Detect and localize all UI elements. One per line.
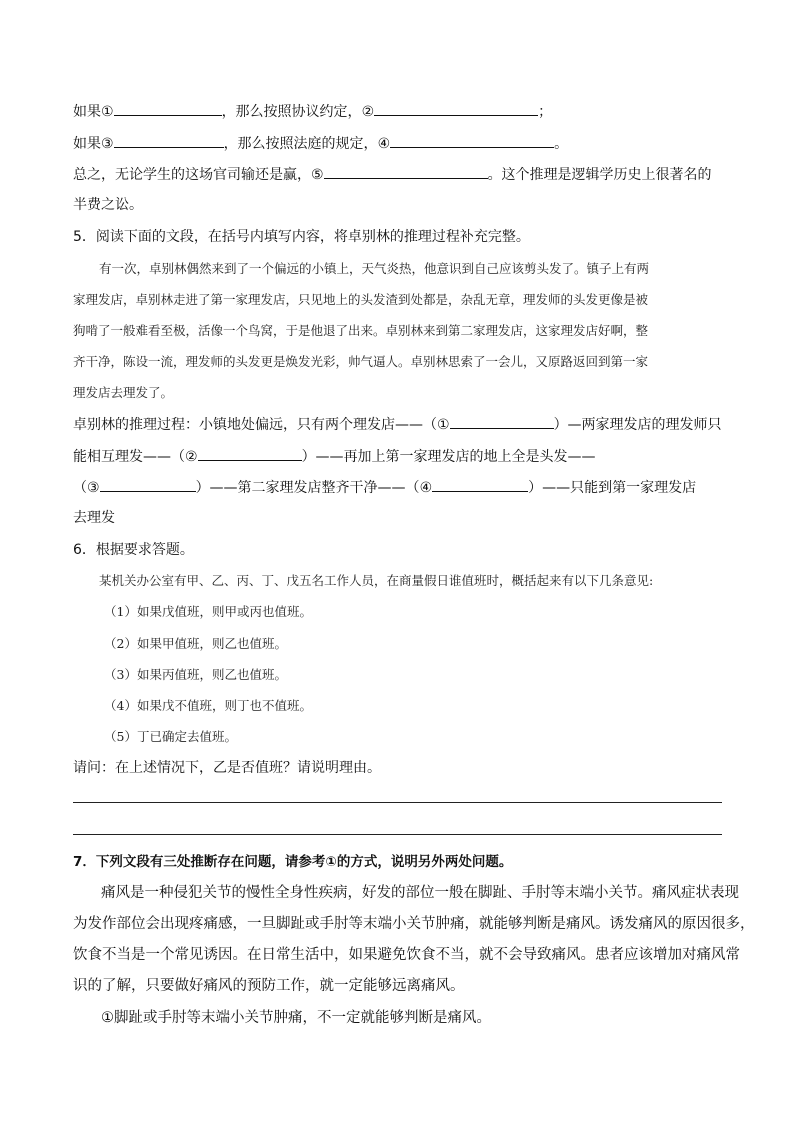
answer-line-1[interactable] <box>73 802 722 803</box>
q5-reasoning-line-3: （③ ）——第二家理发店整齐干净——（④ ）——只能到第一家理发店 <box>73 477 696 498</box>
q7-passage-line-3: 饮食不当是一个常见诱因。在日常生活中，如果避免饮食不当，就不会导致痛风。患者应该增加对痛风常 <box>73 947 740 963</box>
q4-line-2: 如果③ ，那么按照法庭的规定，④ 。 <box>73 133 568 154</box>
q6-intro: 某机关办公室有甲、乙、丙、丁、戊五名工作人员，在商量假日谁值班时，概括起来有以下几条意见: <box>99 573 654 588</box>
q5-passage-line-1: 有一次，卓别林偶然来到了一个偏远的小镇上，天气炎热，他意识到自己应该剪头发了。镇子上有两 <box>99 261 650 276</box>
q5-passage-line-3: 狗啃了一般难看至极，活像一个鸟窝，于是他退了出来。卓别林来到第二家理发店，这家理发店好啊，整 <box>73 323 649 338</box>
q5-heading: 5．阅读下面的文段，在括号内填写内容，将卓别林的推理过程补充完整。 <box>73 229 530 245</box>
answer-blank-4[interactable] <box>390 133 554 148</box>
q7-example-answer: ①脚趾或手肘等末端小关节肿痛，不一定就能够判断是痛风。 <box>101 1010 491 1026</box>
q5-passage-line-5: 理发店去理发了。 <box>73 385 174 400</box>
q5-passage-line-4: 齐干净，陈设一流，理发师的头发更是焕发光彩，帅气逼人。卓别林思索了一会儿，又原路返回到第一家 <box>73 354 649 369</box>
q6-item-4: （4）如果戊不值班，则丁也不值班。 <box>104 698 312 713</box>
q4-line-3: 总之，无论学生的这场官司输还是赢，⑤ 。这个推理是逻辑学历史上很著名的 <box>73 164 712 185</box>
q6-item-2: （2）如果甲值班，则乙也值班。 <box>104 636 287 651</box>
answer-blank-5[interactable] <box>324 164 488 179</box>
q6-heading: 6．根据要求答题。 <box>73 542 194 558</box>
answer-blank-q5-3[interactable] <box>100 477 196 492</box>
q6-item-5: （5）丁已确定去值班。 <box>104 729 237 744</box>
q7-passage-line-2: 为发作部位会出现疼痛感，一旦脚趾或手肘等末端小关节肿痛，就能够判断是痛风。诱发痛风的原因很多， <box>73 916 755 932</box>
q4-line-4: 半费之讼。 <box>73 197 143 213</box>
q5-reasoning-line-1: 卓别林的推理过程：小镇地处偏远，只有两个理发店——（① ）—两家理发店的理发师只 <box>73 414 722 435</box>
q4-line-1: 如果① ，那么按照协议约定，② ； <box>73 101 552 122</box>
answer-blank-2[interactable] <box>374 101 538 116</box>
q6-item-1: （1）如果戊值班，则甲或丙也值班。 <box>104 604 312 619</box>
q7-heading: 7．下列文段有三处推断存在问题，请参考①的方式，说明另外两处问题。 <box>73 854 513 870</box>
answer-line-2[interactable] <box>73 834 722 835</box>
q7-passage-line-4: 识的了解，只要做好痛风的预防工作，就一定能够远离痛风。 <box>73 978 465 994</box>
q5-reasoning-line-4: 去理发 <box>73 510 115 526</box>
q5-reasoning-line-2: 能相互理发——（② ）——再加上第一家理发店的地上全是头发—— <box>73 446 596 467</box>
q7-passage-line-1: 痛风是一种侵犯关节的慢性全身性疾病，好发的部位一般在脚趾、手肘等末端小关节。痛风症状表现 <box>101 885 739 901</box>
q6-item-3: （3）如果丙值班，则乙也值班。 <box>104 667 287 682</box>
answer-blank-q5-2[interactable] <box>198 446 302 461</box>
answer-blank-3[interactable] <box>114 133 224 148</box>
answer-blank-1[interactable] <box>114 101 222 116</box>
q5-passage-line-2: 家理发店，卓别林走进了第一家理发店，只见地上的头发渣到处都是，杂乱无章，理发师的头发更像是被 <box>73 292 649 307</box>
answer-blank-q5-4[interactable] <box>432 477 528 492</box>
answer-blank-q5-1[interactable] <box>450 414 554 429</box>
q6-question: 请问：在上述情况下，乙是否值班？请说明理由。 <box>73 760 381 776</box>
